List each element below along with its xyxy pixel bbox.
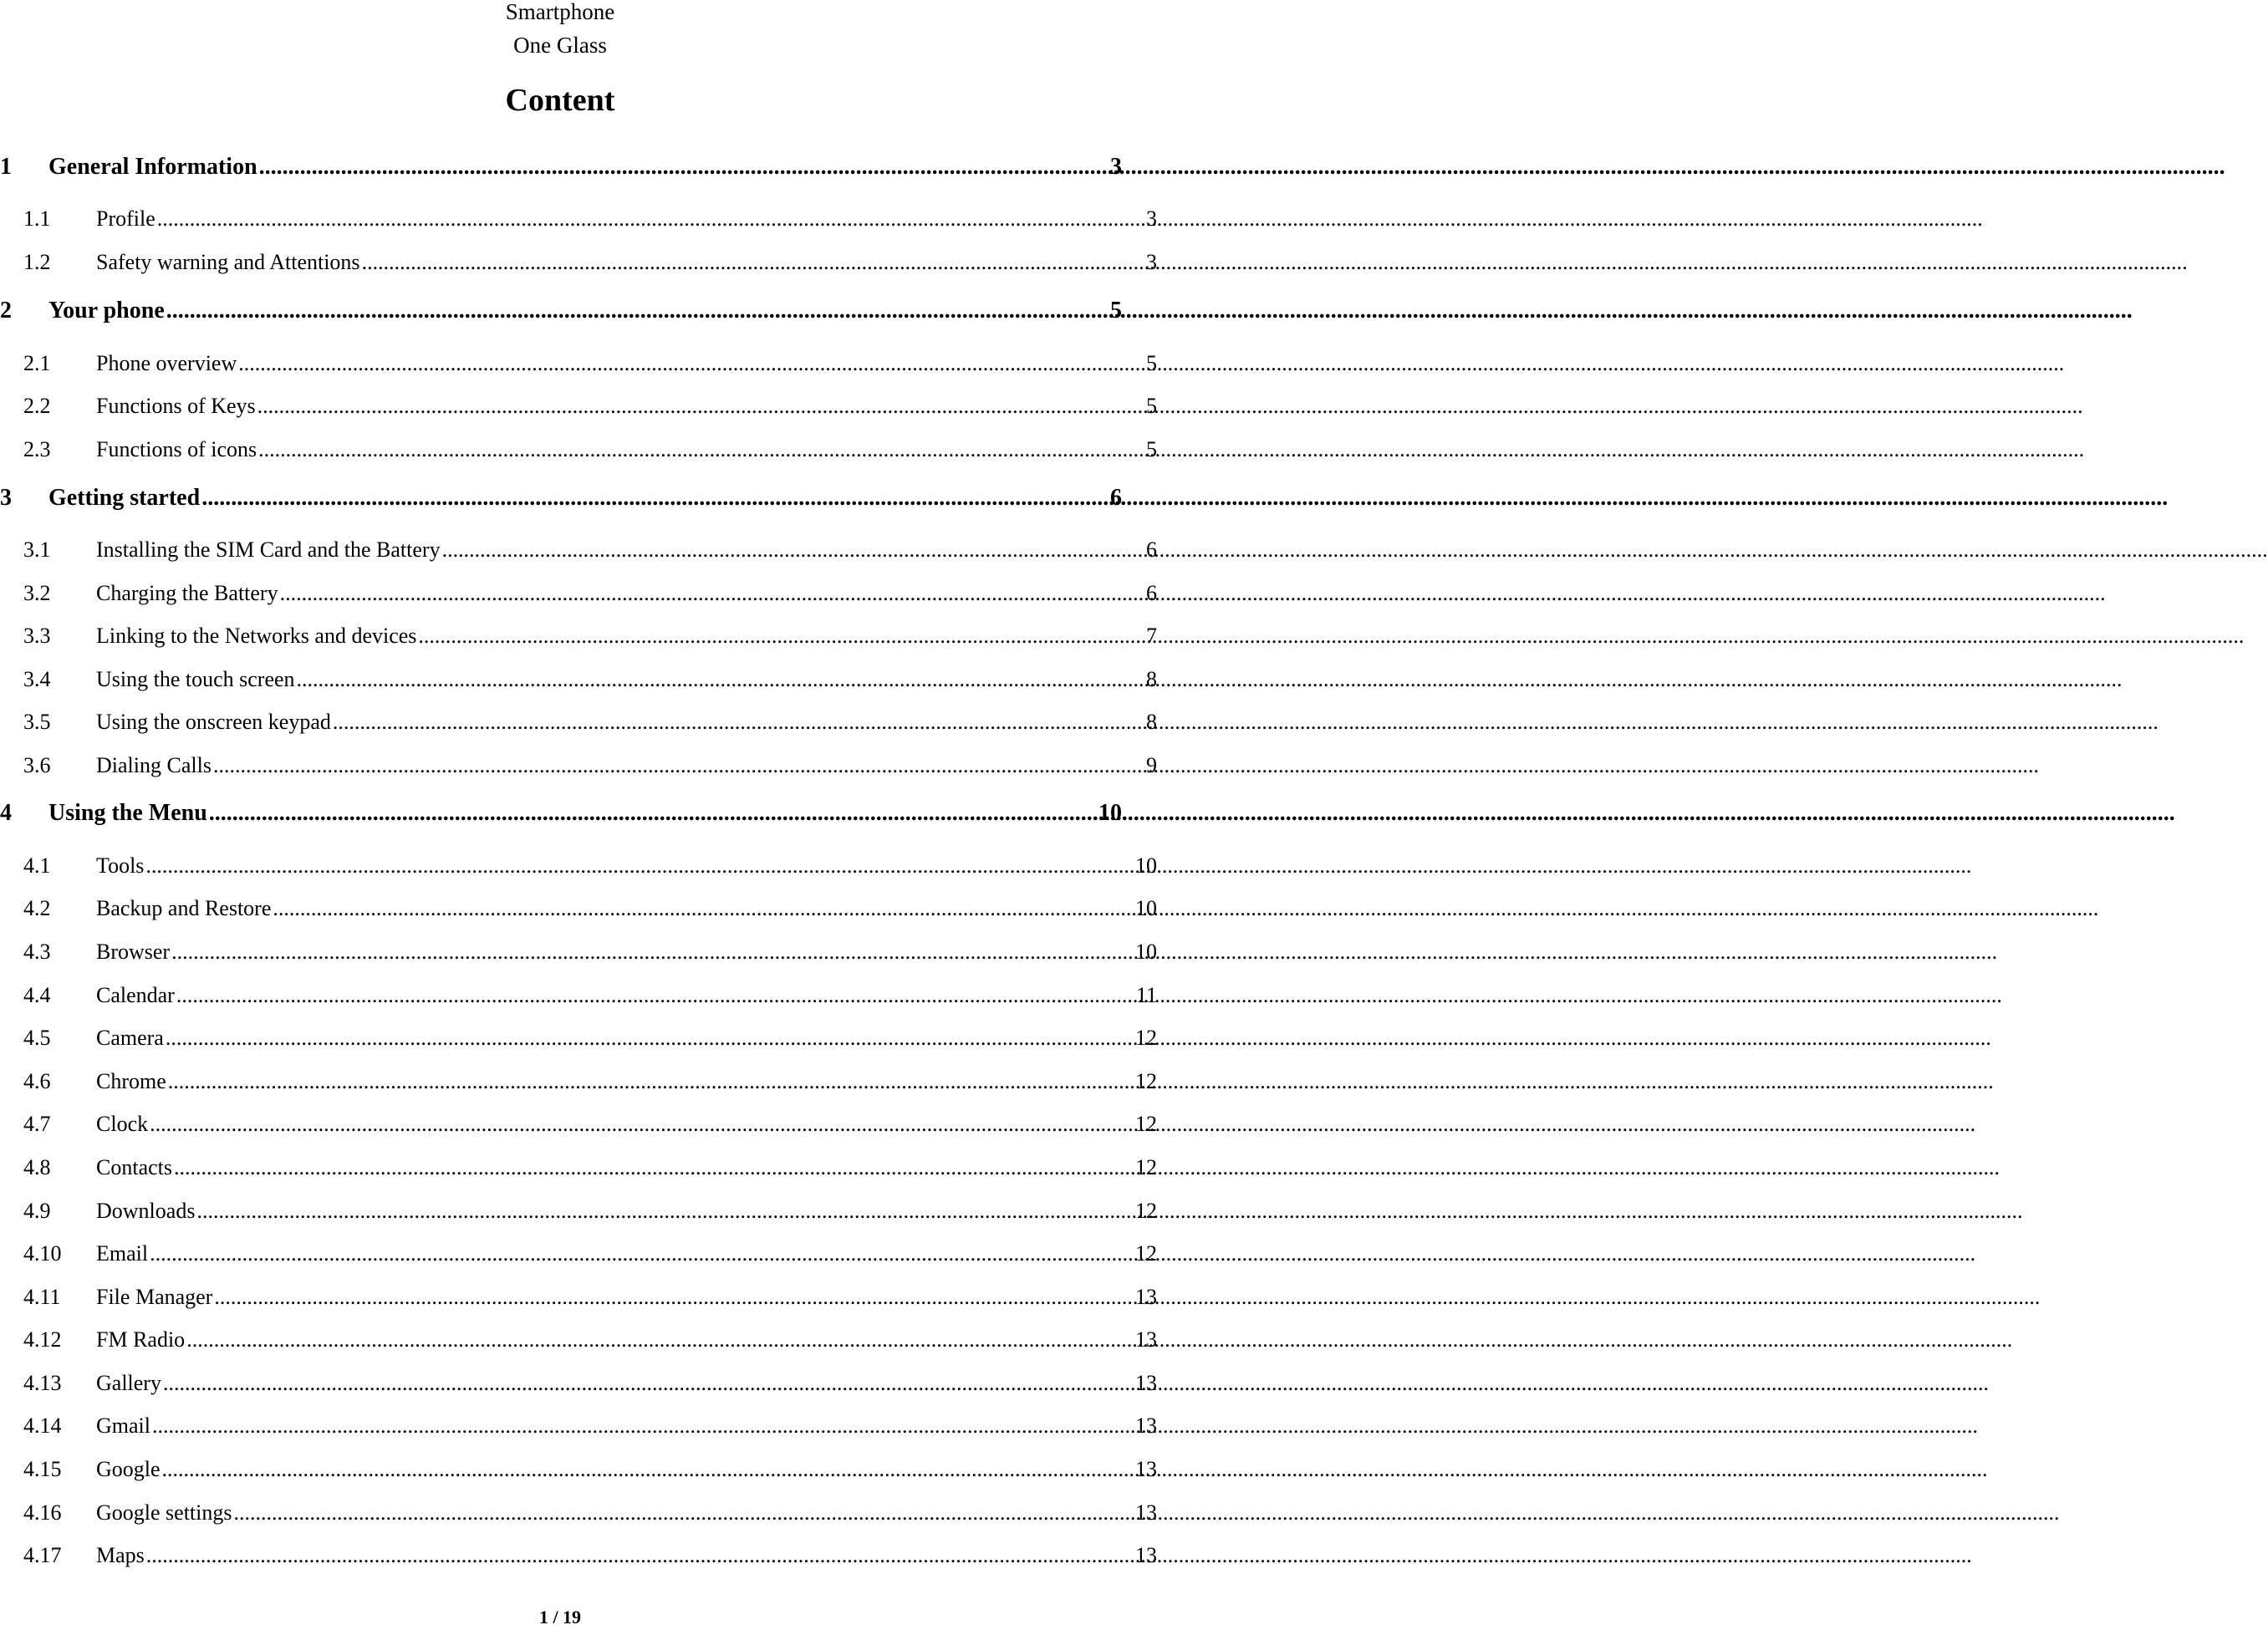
toc-section-entry[interactable] [23,390,1157,422]
toc-section-entry[interactable] [23,1454,1157,1485]
toc-dot-leader [162,1454,1134,1485]
toc-chapter-entry[interactable] [0,797,1122,830]
toc-dot-leader [362,247,1144,278]
toc-entry-title: Email [96,1241,149,1266]
toc-dot-leader [152,1410,1134,1442]
toc-dot-leader [166,294,1109,328]
toc-dot-leader [146,1540,1134,1571]
toc-entry-page-number: 12 [1135,1199,1157,1223]
toc-dot-leader [150,1238,1134,1270]
toc-chapter-entry[interactable] [0,150,1122,184]
toc-dot-leader [257,390,1144,422]
toc-dot-leader [168,1066,1134,1098]
toc-entry-page-number: 9 [1146,753,1157,777]
toc-section-entry[interactable] [23,1108,1157,1140]
toc-section-entry[interactable] [23,1497,1157,1529]
toc-entry-number: 3.3 [23,624,51,648]
toc-entry-number: 4.16 [23,1500,62,1525]
toc-entry-number: 4.11 [23,1285,61,1309]
toc-dot-leader [214,1281,1134,1313]
toc-dot-leader [258,434,1144,466]
toc-entry-page-number: 3 [1110,154,1122,180]
toc-entry-number: 3 [0,485,12,511]
toc-entry-page-number: 6 [1110,485,1122,511]
toc-dot-leader [171,936,1134,968]
toc-entry-number: 4.7 [23,1112,51,1136]
toc-dot-leader [163,1368,1134,1399]
toc-dot-leader [186,1324,1134,1356]
toc-entry-title: Using the Menu [48,800,207,826]
toc-entry-number: 4.4 [23,983,51,1007]
toc-entry-number: 2.1 [23,351,51,375]
toc-entry-number: 4.3 [23,940,51,964]
toc-entry-number: 4.15 [23,1457,62,1481]
toc-dot-leader [238,348,1144,379]
toc-section-entry[interactable] [23,1238,1157,1270]
toc-section-entry[interactable] [23,664,1157,695]
table-of-contents [0,0,1157,1588]
toc-entry-number: 2 [0,298,12,323]
toc-section-entry[interactable] [23,1281,1157,1313]
toc-entry-number: 4.13 [23,1371,62,1395]
toc-entry-number: 4.6 [23,1069,51,1093]
toc-dot-leader [418,620,1144,652]
toc-entry-number: 4.2 [23,896,51,920]
toc-dot-leader [166,1022,1134,1054]
toc-entry-title: Using the onscreen keypad [96,710,331,734]
toc-entry-page-number: 13 [1135,1500,1157,1525]
toc-dot-leader [273,893,1134,924]
toc-entry-title: Profile [96,206,155,231]
toc-dot-leader [157,203,1144,235]
toc-entry-title: Google settings [96,1500,232,1525]
toc-section-entry[interactable] [23,620,1157,652]
toc-section-entry[interactable] [23,434,1157,466]
toc-entry-number: 4.14 [23,1413,62,1438]
toc-dot-leader [209,797,1097,830]
toc-dot-leader [442,534,1144,566]
toc-dot-leader [297,664,1144,695]
toc-entry-page-number: 10 [1135,853,1157,878]
toc-section-entry[interactable] [23,247,1157,278]
toc-entry-title: FM Radio [96,1327,186,1352]
toc-entry-title: Tools [96,853,145,878]
toc-entry-title: Dialing Calls [96,753,212,777]
toc-dot-leader [201,481,1109,515]
toc-entry-title: Google [96,1457,161,1481]
toc-section-entry[interactable] [23,348,1157,379]
toc-entry-page-number: 13 [1135,1457,1157,1481]
toc-entry-page-number: 12 [1135,1155,1157,1179]
toc-entry-number: 3.6 [23,753,51,777]
toc-entry-title: Getting started [48,485,201,511]
toc-entry-page-number: 13 [1135,1285,1157,1309]
toc-section-entry[interactable] [23,578,1157,609]
toc-section-entry[interactable] [23,534,1157,566]
toc-entry-number: 4.1 [23,853,51,878]
toc-dot-leader [145,850,1134,882]
toc-entry-number: 4.12 [23,1327,62,1352]
toc-entry-number: 3.1 [23,537,51,562]
toc-chapter-entry[interactable] [0,481,1122,515]
header-model-name: One Glass [513,33,607,58]
toc-entry-title: File Manager [96,1285,213,1309]
toc-entry-number: 2.2 [23,394,51,418]
toc-section-entry[interactable] [23,936,1157,968]
toc-entry-page-number: 5 [1110,298,1122,323]
toc-entry-title: Downloads [96,1199,196,1223]
toc-entry-page-number: 10 [1135,896,1157,920]
toc-section-entry[interactable] [23,750,1157,782]
toc-entry-title: Backup and Restore [96,896,272,920]
toc-entry-page-number: 12 [1135,1026,1157,1050]
toc-entry-number: 1 [0,154,12,180]
toc-entry-page-number: 12 [1135,1241,1157,1266]
toc-entry-title: Contacts [96,1155,172,1179]
toc-section-entry[interactable] [23,203,1157,235]
toc-entry-number: 4.17 [23,1543,62,1567]
toc-entry-page-number: 5 [1146,394,1157,418]
toc-section-entry[interactable] [23,980,1157,1011]
toc-entry-number: 4.9 [23,1199,51,1223]
toc-section-entry[interactable] [23,1152,1157,1184]
toc-entry-page-number: 13 [1135,1543,1157,1567]
toc-dot-leader [196,1195,1134,1227]
toc-entry-title: Your phone [48,298,165,323]
toc-chapter-entry[interactable] [0,294,1122,328]
toc-entry-number: 3.4 [23,667,51,691]
toc-dot-leader [176,980,1134,1011]
toc-dot-leader [150,1108,1134,1140]
toc-section-entry[interactable] [23,1540,1157,1571]
toc-dot-leader [174,1152,1134,1184]
toc-dot-leader [333,706,1144,738]
toc-entry-title: General Information [48,154,257,180]
toc-section-entry[interactable] [23,706,1157,738]
toc-entry-page-number: 6 [1146,537,1157,562]
toc-dot-leader [280,578,1144,609]
toc-entry-title: Using the touch screen [96,667,295,691]
toc-entry-page-number: 5 [1146,351,1157,375]
toc-entry-page-number: 13 [1135,1413,1157,1438]
toc-section-entry[interactable] [23,1195,1157,1227]
toc-entry-title: Gmail [96,1413,150,1438]
toc-section-entry[interactable] [23,1066,1157,1098]
toc-entry-page-number: 13 [1135,1371,1157,1395]
toc-entry-page-number: 3 [1146,206,1157,231]
toc-entry-title: Linking to the Networks and devices [96,624,417,648]
toc-entry-title: Browser [96,940,171,964]
toc-entry-title: Maps [96,1543,145,1567]
toc-entry-number: 4 [0,800,12,826]
toc-entry-page-number: 6 [1146,581,1157,605]
toc-entry-title: Chrome [96,1069,166,1093]
toc-entry-title: Functions of icons [96,437,257,461]
toc-section-entry[interactable] [23,1022,1157,1054]
toc-entry-page-number: 10 [1135,940,1157,964]
toc-entry-title: Charging the Battery [96,581,278,605]
toc-entry-number: 3.2 [23,581,51,605]
toc-entry-title: Functions of Keys [96,394,256,418]
toc-entry-number: 4.8 [23,1155,51,1179]
toc-entry-page-number: 10 [1098,800,1122,826]
toc-entry-title: Gallery [96,1371,161,1395]
toc-entry-title: Clock [96,1112,149,1136]
toc-entry-page-number: 12 [1135,1112,1157,1136]
page-number: 1 / 19 [538,1607,582,1627]
toc-entry-number: 2.3 [23,437,51,461]
page-title: Content [505,83,615,118]
toc-entry-page-number: 5 [1146,437,1157,461]
toc-entry-number: 3.5 [23,710,51,734]
toc-entry-title: Safety warning and Attentions [96,250,360,274]
toc-entry-page-number: 11 [1135,983,1157,1007]
toc-entry-title: Phone overview [96,351,237,375]
header-product-name: Smartphone [505,0,615,24]
toc-entry-title: Calendar [96,983,175,1007]
toc-dot-leader [259,150,1109,184]
toc-section-entry[interactable] [23,893,1157,924]
toc-dot-leader [234,1497,1134,1529]
toc-section-entry[interactable] [23,1324,1157,1356]
toc-section-entry[interactable] [23,1410,1157,1442]
toc-entry-page-number: 8 [1146,667,1157,691]
toc-entry-number: 1.1 [23,206,51,231]
toc-entry-number: 1.2 [23,250,51,274]
toc-section-entry[interactable] [23,1368,1157,1399]
toc-entry-page-number: 7 [1146,624,1157,648]
toc-section-entry[interactable] [23,850,1157,882]
toc-entry-number: 4.10 [23,1241,62,1266]
toc-entry-title: Camera [96,1026,164,1050]
toc-dot-leader [213,750,1144,782]
toc-entry-number: 4.5 [23,1026,51,1050]
toc-entry-page-number: 8 [1146,710,1157,734]
toc-entry-page-number: 12 [1135,1069,1157,1093]
toc-entry-title: Installing the SIM Card and the Battery [96,537,441,562]
toc-entry-page-number: 3 [1146,250,1157,274]
toc-entry-page-number: 13 [1135,1327,1157,1352]
